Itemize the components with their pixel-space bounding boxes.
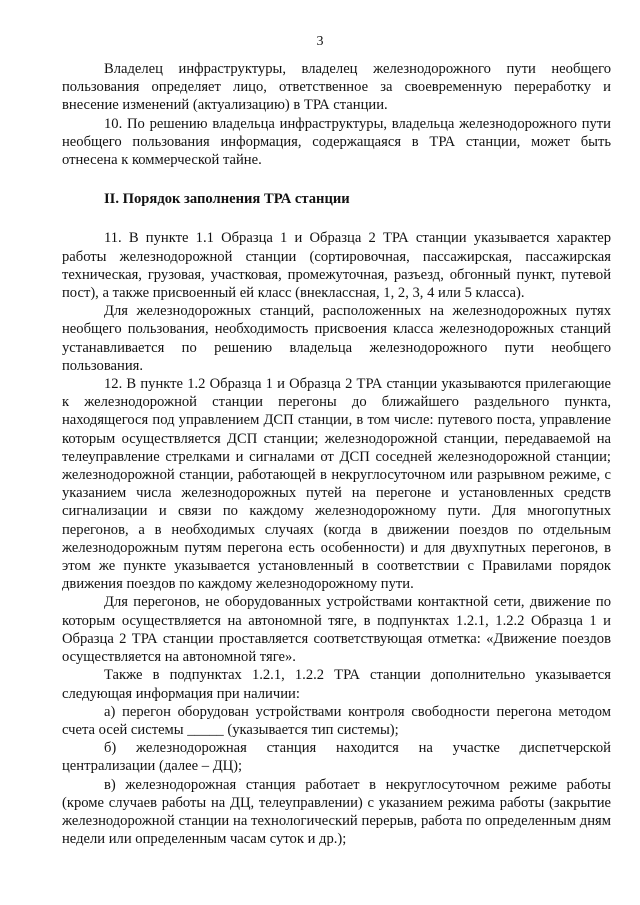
page-number: 3 [316, 34, 324, 49]
list-item-b: б) железнодорожная станция находится на участке диспетчерской централизации (далее – ДЦ); [62, 740, 611, 775]
paragraph-additional-info: Также в подпунктах 1.2.1, 1.2.2 ТРА станции дополнительно указывается следующая информация при наличии: [62, 667, 611, 702]
document-body [62, 60, 611, 848]
spacer [62, 169, 611, 190]
paragraph-10: 10. По решению владельца инфраструктуры, владельца железнодорожного пути необщего пользования информация, содержащаяся в ТРА станции, может быть отнесена к коммерческой тайне. [62, 115, 611, 169]
paragraph-11: 11. В пункте 1.1 Образца 1 и Образца 2 ТРА станции указывается характер работы железнодорожной станции (сортировочная, пассажирская, пассажирская техническая, грузовая, участковая, промежуточная, разъезд, обгонный пункт, путевой пост), а также присвоенный ей класс (внеклассная, 1, 2, 3, 4 или 5 класса). [62, 230, 611, 302]
list-item-c: в) железнодорожная станция работает в некруглосуточном режиме работы (кроме случаев работы на ДЦ, телеуправлении) с указанием режима работы (закрытие железнодорожной станции на технологический перерыв, работа по определенным дням недели или определенным часам суток и др.); [62, 776, 611, 848]
section-title: II. Порядок заполнения ТРА станции [104, 191, 350, 208]
paragraph-nonpublic-stations: Для железнодорожных станций, расположенных на железнодорожных путях необщего пользования, необходимость присвоения класса железнодорожных станций устанавливается по решению владельца железнодорожного пути необщего пользования. [62, 303, 611, 374]
list-item-a: а) перегон оборудован устройствами контроля свободности перегона методом счета осей системы _____ (указывается тип системы); [62, 703, 611, 738]
paragraph-owner-responsible: Владелец инфраструктуры, владелец железнодорожного пути необщего пользования определяет лицо, ответственное за своевременную переработку и внесение изменений (актуализацию) в ТРА станции. [62, 61, 611, 114]
paragraph-12: 12. В пункте 1.2 Образца 1 и Образца 2 ТРА станции указываются прилегающие к железнодорожной станции перегоны до ближайшего раздельного пункта, находящегося под управлением ДСП станции, в том числе: путевого поста, управление которым осуществляется ДСП станции; железнодорожной станции, передаваемой на телеуправление стрелками и сигналами от ДСП соседней железнодорожной станции; железнодорожной станции, работающей в некруглосуточном или разрывном режиме, с указанием числа железнодорожных путей на перегоне и установленных средств сигнализации и связи по каждому железнодорожному пути. Для многопутных перегонов, а в необходимых случаях (когда в движении поездов по отдельным железнодорожным путям перегона есть особенности) и для двухпутных перегонов, в этом же пункте указывается установленный в соответствии с Правилами порядок движения поездов по каждому железнодорожному пути. [62, 376, 611, 593]
spacer [62, 208, 611, 229]
paragraph-autonomous-traction: Для перегонов, не оборудованных устройствами контактной сети, движение по которым осуществляется на автономной тяге, в подпунктах 1.2.1, 1.2.2 Образца 1 и Образца 2 ТРА станции проставляется соответствующая отметка: «Движение поездов осуществляется на автономной тяге». [62, 594, 611, 666]
